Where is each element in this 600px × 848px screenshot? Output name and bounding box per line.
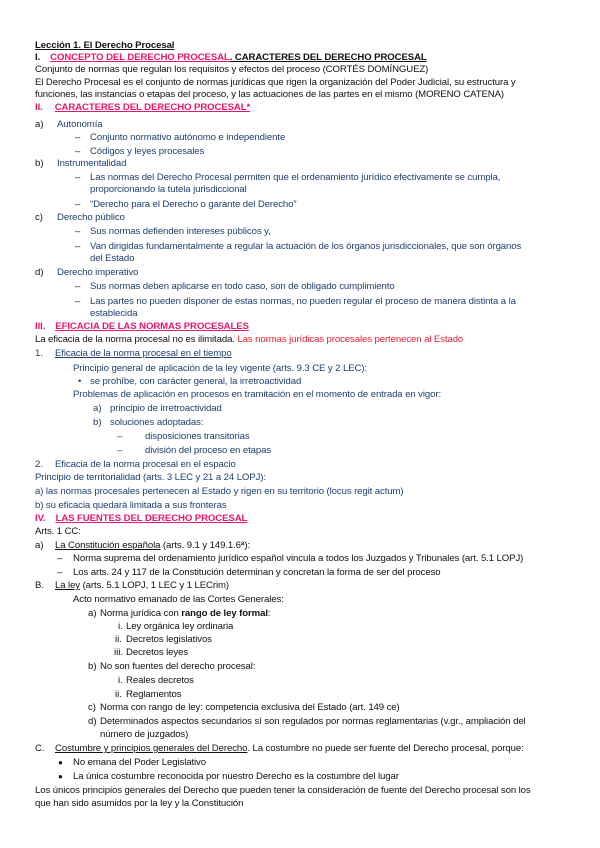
list-marker: 2.: [35, 459, 44, 470]
list-item: Norma con rango de ley: competencia exclusiva del Estado (art. 149 ce): [100, 702, 400, 713]
list-item: Conjunto normativo autónomo e independiente: [90, 132, 286, 143]
list-marker: b): [35, 158, 44, 169]
list-item: Decretos leyes: [126, 647, 189, 658]
paragraph: Acto normativo emanado de las Cortes Generales:: [73, 594, 284, 605]
list-item: Determinados aspectos secundarios sí son regulados por normas reglamentarias (v.gr., ampliación del: [100, 716, 526, 727]
list-item: Las partes no pueden disponer de estas normas, no pueden regular el proceso de manera distinta a la: [90, 296, 516, 307]
list-marker: c): [35, 212, 43, 223]
list-item: [100, 608, 270, 620]
section-heading: CARACTERES DEL DERECHO PROCESAL*: [54, 102, 251, 113]
paragraph: Los únicos principios generales del Derecho que pueden tener la consideración de fuente del Derecho procesal son los: [35, 785, 531, 796]
list-item: establecida: [90, 308, 138, 319]
emphasis: rango de ley formal: [181, 608, 268, 619]
paragraph: b) su eficacia quedará limitada a sus fronteras: [35, 500, 227, 511]
bullet-marker: ●: [58, 758, 63, 767]
list-marker: ii.: [115, 689, 122, 700]
page-title: Lección 1. El Derecho Procesal: [35, 40, 175, 51]
list-marker: ii.: [115, 634, 122, 645]
dash-marker: –: [75, 281, 81, 292]
section-2-heading: [35, 102, 250, 114]
list-item-label: [55, 540, 250, 552]
list-marker: a): [93, 403, 102, 414]
section-number: I.: [35, 52, 41, 63]
paragraph: Arts. 1 CC:: [35, 526, 81, 537]
section-3-heading: [35, 321, 249, 333]
paragraph: funciones, las instancias o etapas del proceso, y las actuaciones de las partes en el mismo (MORENO CATENA): [35, 89, 505, 100]
paragraph: Conjunto de normas que regulan los requisitos y efectos del proceso (CORTÉS DOMÍNGUEZ): [35, 64, 429, 75]
list-item-label: Autonomía: [57, 119, 103, 130]
dash-marker: –: [75, 226, 81, 237]
source-detail: . La costumbre no puede ser fuente del Derecho procesal, porque:: [247, 743, 524, 754]
text: Norma jurídica con: [100, 608, 182, 619]
list-item: del Estado: [90, 253, 135, 264]
paragraph: Principio general de aplicación de la ley vigente (arts. 9.3 CE y 2 LEC):: [73, 363, 367, 374]
list-item: número de juzgados): [100, 729, 189, 740]
list-item-label: Instrumentalidad: [57, 158, 127, 169]
list-marker: a): [35, 540, 44, 551]
list-item: Las normas del Derecho Procesal permiten que el ordenamiento jurídico efectivamente se cumpla,: [90, 172, 501, 183]
intro-text: La eficacia de la norma procesal no es ilimitada.: [35, 334, 238, 345]
dash-marker: –: [57, 553, 63, 564]
list-item: Sus normas deben aplicarse en todo caso, son de obligado cumplimiento: [90, 281, 395, 292]
dash-marker: –: [75, 241, 81, 252]
dash-marker: –: [117, 431, 123, 442]
paragraph: que han sido asumidos por la ley y la Constitución: [35, 798, 244, 809]
source-detail: (arts. 9.1 y 149.1.6ª):: [160, 540, 251, 551]
source-detail: (arts. 5.1 LOPJ, 1 LEC y 1 LECrim): [80, 580, 229, 591]
list-marker: B.: [35, 580, 45, 591]
section-heading-black: . CARACTERES DEL DERECHO PROCESAL: [229, 52, 427, 63]
source-name: La ley: [55, 580, 81, 591]
list-item: Van dirigidas fundamentalmente a regular la actuación de los órganos jurisdiccionales, que son órganos: [90, 241, 522, 252]
list-item: Códigos y leyes procesales: [90, 146, 205, 157]
list-item: soluciones adoptadas:: [110, 417, 204, 428]
dash-marker: –: [75, 132, 81, 143]
list-marker: 1.: [35, 348, 44, 359]
list-item: disposiciones transitorias: [145, 431, 250, 442]
list-marker: d): [88, 716, 97, 727]
dash-marker: –: [75, 146, 81, 157]
section-heading: LAS FUENTES DEL DERECHO PROCESAL: [55, 513, 248, 524]
dash-marker: –: [75, 199, 81, 210]
list-item: Decretos legislativos: [126, 634, 212, 645]
list-item-label: [55, 580, 229, 592]
list-item: La única costumbre reconocida por nuestro Derecho es la costumbre del lugar: [73, 771, 399, 782]
section-number: IV.: [35, 513, 46, 524]
list-marker: a): [88, 608, 97, 619]
section-4-heading: [35, 513, 247, 525]
list-marker: d): [35, 267, 44, 278]
subsection-heading: Eficacia de la norma procesal en el espacio: [55, 459, 236, 470]
list-marker: iii.: [114, 647, 124, 658]
list-item: Los arts. 24 y 117 de la Constitución determinan y concretan la forma de ser del proceso: [73, 567, 441, 578]
list-item: principio de irretroactividad: [110, 403, 222, 414]
bullet-marker: ●: [58, 772, 63, 781]
paragraph: a) las normas procesales pertenecen al Estado y rigen en su territorio (locus regit actum): [35, 486, 404, 497]
list-item: No son fuentes del derecho procesal:: [100, 661, 256, 672]
dash-marker: –: [57, 567, 63, 578]
section-heading: EFICACIA DE LAS NORMAS PROCESALES: [55, 321, 249, 332]
list-item: Norma suprema del ordenamiento jurídico español vincula a todos los Juzgados y Tribunales (art. 5.1 LOPJ): [73, 553, 524, 564]
intro-highlight: Las normas jurídicas procesales pertenecen al Estado: [237, 334, 464, 345]
section-number: III.: [35, 321, 46, 332]
list-item: Sus normas defienden intereses públicos y,: [90, 226, 271, 237]
dash-marker: –: [75, 296, 81, 307]
list-item: se prohíbe, con carácter general, la irretroactividad: [90, 376, 302, 387]
list-marker: C.: [35, 743, 45, 754]
list-item: “Derecho para el Derecho o garante del Derecho”: [90, 199, 297, 210]
section-1-heading: [35, 52, 427, 64]
dash-marker: –: [117, 445, 123, 456]
dash-marker: –: [75, 172, 81, 183]
list-marker: i.: [118, 675, 123, 686]
list-item: Ley orgánica ley ordinaria: [126, 621, 234, 632]
paragraph: [35, 334, 463, 346]
list-item: proporcionando la tutela jurisdiccional: [90, 184, 247, 195]
section-heading-red: CONCEPTO DEL DERECHO PROCESAL: [50, 52, 230, 63]
list-marker: i.: [118, 621, 123, 632]
paragraph: Problemas de aplicación en procesos en tramitación en el momento de entrada en vigor:: [73, 389, 442, 400]
list-marker: b): [88, 661, 97, 672]
source-name: Costumbre y principios generales del Derecho: [55, 743, 248, 754]
list-item: Reglamentos: [126, 689, 182, 700]
section-number: II.: [35, 102, 43, 113]
list-marker: c): [88, 702, 96, 713]
list-marker: b): [93, 417, 102, 428]
paragraph: El Derecho Procesal es el conjunto de normas jurídicas que rigen la organización del Poder Judicial, su estructura y: [35, 77, 516, 88]
list-item: Reales decretos: [126, 675, 194, 686]
list-item-label: Derecho público: [57, 212, 125, 223]
list-item-label: Derecho imperativo: [57, 267, 139, 278]
colon: :: [267, 608, 271, 619]
list-item-label: [55, 743, 524, 755]
source-name: La Constitución española: [55, 540, 161, 551]
list-item: No emana del Poder Legislativo: [73, 757, 206, 768]
list-item: división del proceso en etapas: [145, 445, 272, 456]
subsection-heading: Eficacia de la norma procesal en el tiempo: [55, 348, 232, 359]
bullet-marker: •: [78, 376, 82, 387]
list-marker: a): [35, 119, 44, 130]
paragraph: Principio de territorialidad (arts. 3 LEC y 21 a 24 LOPJ):: [35, 472, 266, 483]
